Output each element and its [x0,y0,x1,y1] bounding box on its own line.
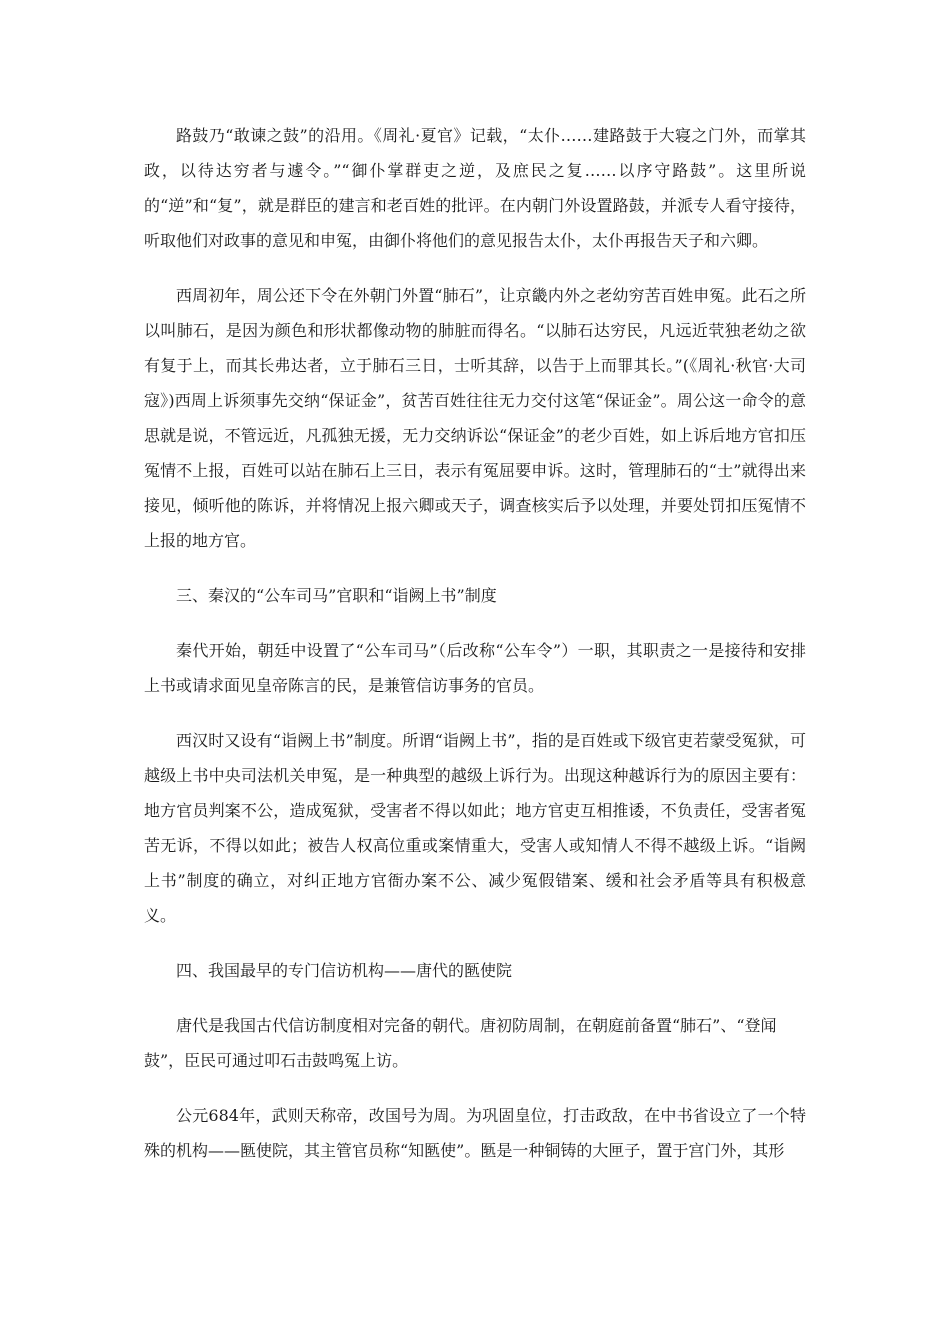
document-body [144,118,806,1188]
paragraph-yique-shangshu: 西汉时又设有“诣阙上书”制度。所谓“诣阙上书”，指的是百姓或下级官吏若蒙受冤狱，可越级上书中央司法机关申冤，是一种典型的越级上诉行为。出现这种越诉行为的原因主要有：地方官员判案不公，造成冤狱，受害者不得以如此；地方官吏互相推诿，不负责任，受害者冤苦无诉，不得以如此；被告人权高位重或案情重大，受害人或知情人不得不越级上诉。“诣阙上书”制度的确立，对纠正地方官衙办案不公、减少冤假错案、缓和社会矛盾等具有积极意义。 [144,731,806,925]
section-heading-tang: 四、我国最早的专门信访机构——唐代的匦使院 [176,961,513,980]
paragraph-wuzetian: 公元684年，武则天称帝，改国号为周。为巩固皇位，打击政敌，在中书省设立了一个特殊的机构——匦使院，其主管官员称“知匦使”。匦是一种铜铸的大匣子，置于宫门外，其形 [144,1106,806,1160]
section-heading-qinhan: 三、秦汉的“公车司马”官职和“诣阙上书”制度 [176,586,497,605]
paragraph-lugu: 路鼓乃“敢谏之鼓”的沿用。《周礼·夏官》记载，“太仆……建路鼓于大寝之门外，而掌其政，以待达穷者与遽令。”“御仆掌群吏之逆，及庶民之复……以序守路鼓”。这里所说的“逆”和“复”，就是群臣的建言和老百姓的批评。在内朝门外设置路鼓，并派专人看守接待，听取他们对政事的意见和申冤，由御仆将他们的意见报告太仆，太仆再报告天子和六卿。 [144,126,806,250]
paragraph-feishi: 西周初年，周公还下令在外朝门外置“肺石”，让京畿内外之老幼穷苦百姓申冤。此石之所以叫肺石，是因为颜色和形状都像动物的肺脏而得名。“以肺石达穷民，凡远近茕独老幼之欲有复于上，而其长弗达者，立于肺石三日，士听其辞，以告于上而罪其长。”(《周礼·秋官·大司寇》)西周上诉须事先交纳“保证金”，贫苦百姓往往无力交付这笔“保证金”。周公这一命令的意思就是说，不管远近，凡孤独无援，无力交纳诉讼“保证金”的老少百姓，如上诉后地方官扣压冤情不上报，百姓可以站在肺石上三日，表示有冤屈要申诉。这时，管理肺石的“士”就得出来接见，倾听他的陈诉，并将情况上报六卿或天子，调查核实后予以处理，并要处罚扣压冤情不上报的地方官。 [144,286,806,550]
paragraph-tang-intro: 唐代是我国古代信访制度相对完备的朝代。唐初防周制，在朝庭前备置“肺石”、“登闻鼓”，臣民可通过叩石击鼓鸣冤上访。 [144,1016,777,1070]
paragraph-gongche-sima: 秦代开始，朝廷中设置了“公车司马”（后改称“公车令”）一职，其职责之一是接待和安排上书或请求面见皇帝陈言的民，是兼管信访事务的官员。 [144,641,806,695]
